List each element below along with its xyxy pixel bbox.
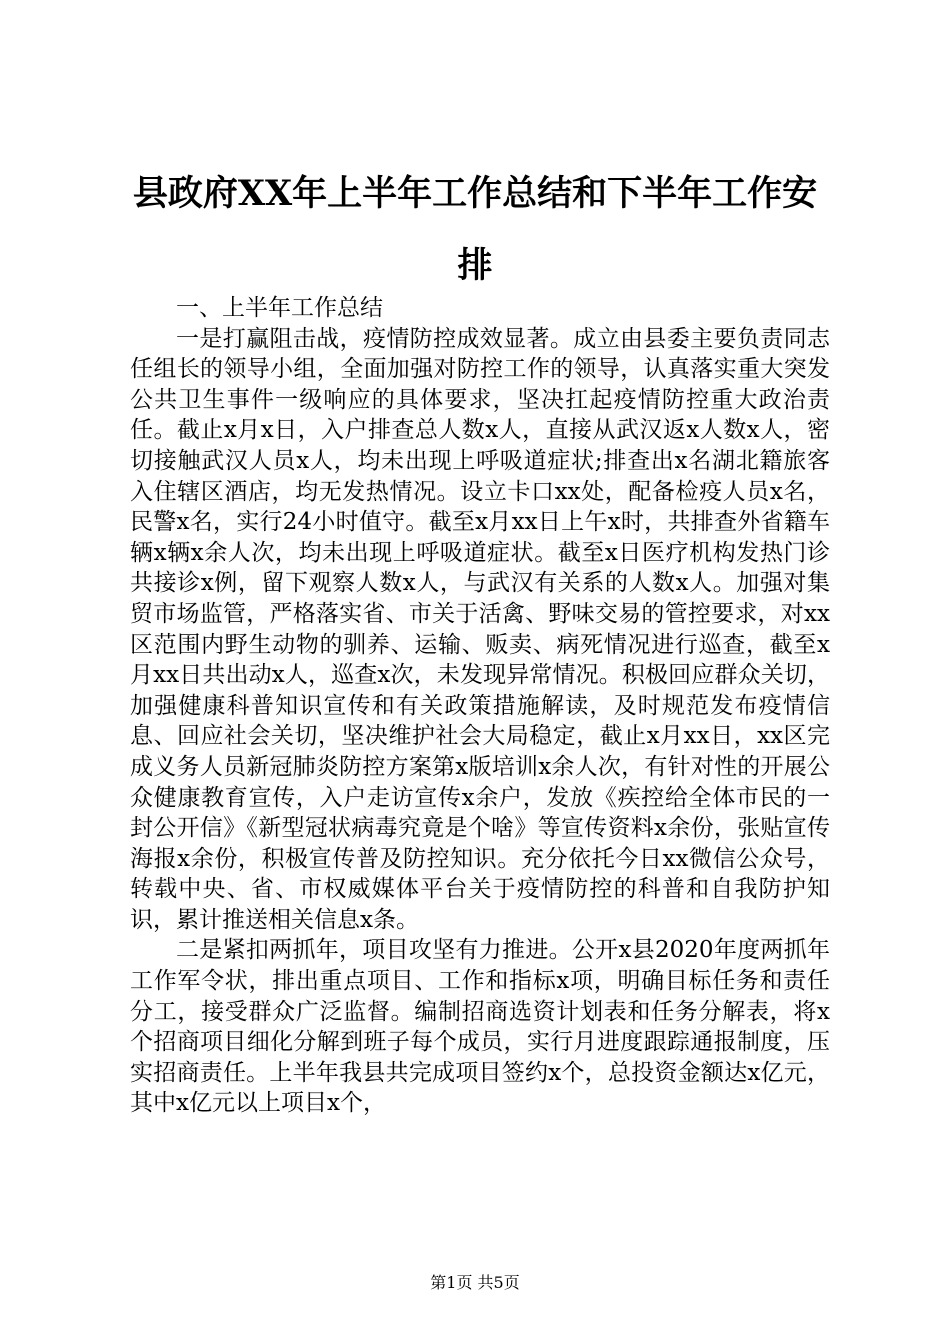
paragraph: 二是紧扣两抓年，项目攻坚有力推进。公开x县2020年度两抓年工作军令状，排出重点项目、工作和指标x项，明确目标任务和责任分工，接受群众广泛监督。编制招商选资计划表和任务分解表，将x个招商项目细化分解到班子每个成员，实行月进度跟踪通报制度，压实招商责任。上半年我县共完成项目签约x个，总投资金额达x亿元，其中x亿元以上项目x个，	[130, 937, 830, 1117]
document-body	[130, 293, 830, 1119]
paragraph: 一是打赢阻击战，疫情防控成效显著。成立由县委主要负责同志任组长的领导小组，全面加强对防控工作的领导，认真落实重大突发公共卫生事件一级响应的具体要求，坚决扛起疫情防控重大政治责任。截止x月x日，入户排查总人数x人，直接从武汉返x人数x人，密切接触武汉人员x人，均未出现上呼吸道症状;排查出x名湖北籍旅客入住辖区酒店，均无发热情况。设立卡口xx处，配备检疫人员x名，民警x名，实行24小时值守。截至x月xx日上午x时，共排查外省籍车辆x辆x余人次，均未出现上呼吸道症状。截至x日医疗机构发热门诊共接诊x例，留下观察人数x人，与武汉有关系的人数x人。加强对集贸市场监管，严格落实省、市关于活禽、野味交易的管控要求，对xx区范围内野生动物的驯养、运输、贩卖、病死情况进行巡查，截至x月xx日共出动x人，巡查x次，未发现异常情况。积极回应群众关切，加强健康科普知识宣传和有关政策措施解读，及时规范发布疫情信息、回应社会关切，坚决维护社会大局稳定，截止x月xx日，xx区完成义务人员新冠肺炎防控方案第x版培训x余人次，有针对性的开展公众健康教育宣传，入户走访宣传x余户，发放《疾控给全体市民的一封公开信》《新型冠状病毒究竟是个啥》等宣传资料x余份，张贴宣传海报x余份，积极宣传普及防控知识。充分依托今日xx微信公众号，转载中央、省、市权威媒体平台关于疫情防控的科普和自我防护知识，累计推送相关信息x条。	[130, 325, 830, 933]
page-footer: 第1页 共5页	[430, 1273, 520, 1292]
document-title: 县政府XX年上半年工作总结和下半年工作安排	[132, 173, 818, 286]
section-heading: 一、上半年工作总结	[176, 295, 383, 321]
